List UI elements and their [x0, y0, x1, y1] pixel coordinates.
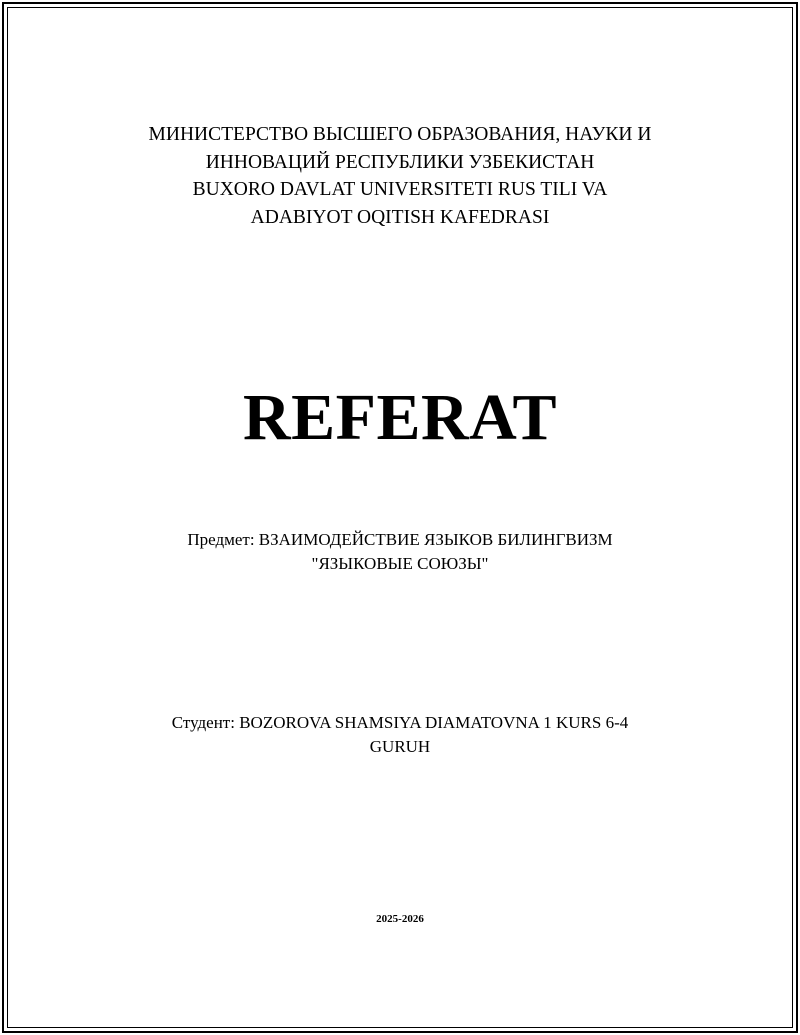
institution-header	[0, 121, 800, 231]
subject-block	[0, 528, 800, 576]
document-title: REFERAT	[243, 381, 557, 454]
subject-line-1: Предмет: ВЗАИМОДЕЙСТВИЕ ЯЗЫКОВ БИЛИНГВИЗМ	[187, 530, 613, 549]
subject-line-2: "ЯЗЫКОВЫЕ СОЮЗЫ"	[311, 554, 489, 573]
header-line-1: МИНИСТЕРСТВО ВЫСШЕГО ОБРАЗОВАНИЯ, НАУКИ И	[148, 124, 652, 145]
student-block	[0, 711, 800, 759]
student-line-2: GURUH	[369, 737, 431, 756]
header-line-2: ИННОВАЦИЙ РЕСПУБЛИКИ УЗБЕКИСТАН	[205, 151, 595, 173]
header-line-3: BUXORO DAVLAT UNIVERSITETI RUS TILI VA	[192, 179, 608, 200]
academic-year: 2025-2026	[376, 913, 424, 925]
student-line-1: Студент: BOZOROVA SHAMSIYA DIAMATOVNA 1 KURS 6-4	[171, 713, 629, 732]
header-line-4: ADABIYOT OQITISH KAFEDRASI	[250, 206, 550, 228]
